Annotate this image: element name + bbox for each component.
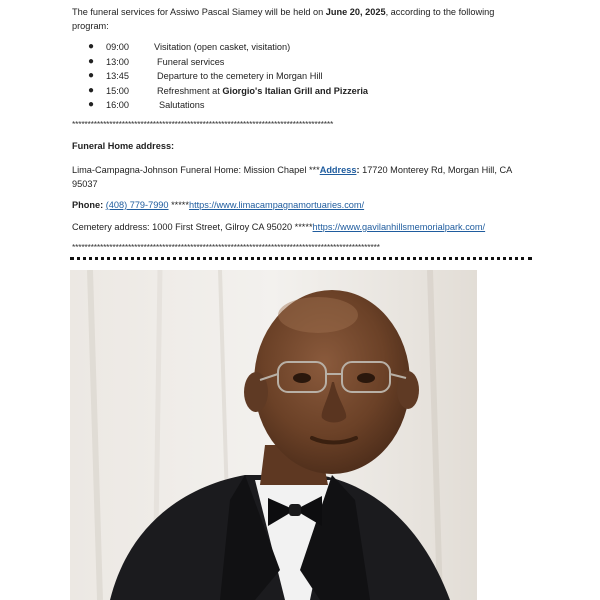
program-description: Visitation (open casket, visitation) <box>154 42 291 52</box>
program-time: 09:00 <box>106 42 129 52</box>
phone-line <box>72 198 532 212</box>
service-date: June 20, 2025 <box>325 7 386 17</box>
bullet-icon: ● <box>88 99 95 110</box>
portrait-photo <box>70 270 477 600</box>
program-time: 16:00 <box>106 100 129 110</box>
intro-paragraph <box>72 5 532 33</box>
cemetery-line <box>72 220 532 234</box>
bullet-icon: ● <box>88 41 95 52</box>
program-time: 15:00 <box>106 85 129 96</box>
program-item <box>88 84 528 99</box>
separator-stars: ************************************************************************************ <box>72 119 334 129</box>
address-link[interactable]: Address <box>319 165 357 175</box>
program-item <box>88 55 528 70</box>
phone-label: Phone: <box>72 200 104 210</box>
program-time: 13:45 <box>106 71 129 81</box>
funeral-home-address: Lima-Campagna-Johnson Funeral Home: Mission Chapel ***Address: 17720 Monterey Rd, Morgan Hill, CA 95037 <box>72 165 512 189</box>
phone-link[interactable]: (408) 779-7990 <box>105 200 169 210</box>
program-description: Salutations <box>159 100 205 110</box>
cemetery-address: Cemetery address: 1000 First Street, Gilroy CA 95020 ***** <box>72 222 313 232</box>
phone-stars: ***** <box>168 200 189 210</box>
intro-text-before: The funeral services for Assiwo Pascal Siamey will be held on <box>72 7 326 17</box>
funeral-home-name: Lima-Campagna-Johnson Funeral Home: Mission Chapel *** <box>72 165 320 175</box>
program-item <box>88 40 528 55</box>
program-description: Funeral services <box>157 56 225 67</box>
program-time: 13:00 <box>106 56 129 67</box>
bullet-icon: ● <box>88 84 95 96</box>
program-description <box>157 84 368 99</box>
funeral-home-url-link[interactable]: https://www.limacampagnamortuaries.com/ <box>188 200 365 210</box>
program-description: Departure to the cemetery in Morgan Hill <box>157 71 323 81</box>
intro-text-after: , according to the following program: <box>72 7 495 31</box>
program-item <box>88 98 528 113</box>
bullet-icon: ● <box>88 55 95 67</box>
separator-stars-long: *************************************************************************************************** <box>72 242 380 252</box>
funeral-home-heading: Funeral Home address: <box>72 141 175 151</box>
restaurant-name: Giorgio's Italian Grill and Pizzeria <box>222 85 369 96</box>
cemetery-url-link[interactable]: https://www.gavilanhillsmemorialpark.com/ <box>312 222 486 232</box>
program-description-text: Refreshment at <box>157 85 223 96</box>
address-value: 17720 Monterey Rd, Morgan Hill, CA 95037 <box>72 165 512 189</box>
bullet-icon: ● <box>88 70 95 81</box>
program-list <box>88 40 528 113</box>
program-item <box>88 69 528 84</box>
dotted-divider <box>70 257 532 260</box>
